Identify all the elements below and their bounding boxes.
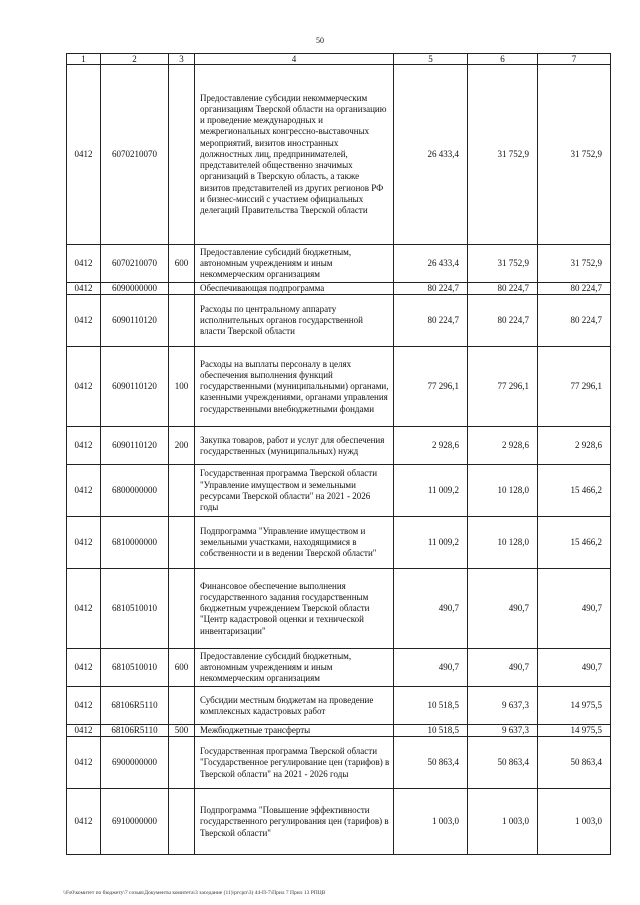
table-row — [67, 737, 611, 789]
section-code-cell: 0412 — [67, 569, 101, 649]
target-code-cell: 6810000000 — [101, 517, 169, 569]
amount-col5-cell: 50 863,4 — [394, 737, 468, 789]
section-code-cell: 0412 — [67, 517, 101, 569]
target-code-cell: 6810510010 — [101, 569, 169, 649]
table-row — [67, 295, 611, 347]
target-code-cell: 6800000000 — [101, 465, 169, 517]
table-row — [67, 65, 611, 245]
amount-col6-cell: 10 128,0 — [468, 517, 538, 569]
item-name-cell: Предоставление субсидии некоммерческим организациям Тверской области на организацию и проведение международных и межрегиональных конгрессно-выставочных мероприятий, визитов иностранных должностных лиц, предпринимателей, представителей общественно значимых организаций в Тверскую область, а также визитов представителей из других регионов РФ и бизнес-миссий с участием официальных делегаций Правительства Тверской области — [195, 65, 394, 245]
section-code-cell: 0412 — [67, 427, 101, 465]
expense-type-cell — [169, 295, 195, 347]
amount-col6-cell: 80 224,7 — [468, 295, 538, 347]
section-code-cell: 0412 — [67, 649, 101, 687]
amount-col7-cell: 490,7 — [538, 649, 611, 687]
item-name-cell: Подпрограмма "Управление имуществом и земельными участками, находящимися в собственности и в ведении Тверской области" — [195, 517, 394, 569]
header-cell: 4 — [195, 54, 394, 65]
amount-col6-cell: 9 637,3 — [468, 687, 538, 725]
item-name-cell: Расходы по центральному аппарату исполнительных органов государственной власти Тверской области — [195, 295, 394, 347]
amount-col6-cell: 490,7 — [468, 569, 538, 649]
amount-col6-cell: 31 752,9 — [468, 245, 538, 283]
table-row — [67, 427, 611, 465]
amount-col5-cell: 10 518,5 — [394, 725, 468, 737]
table-header-row — [67, 54, 611, 65]
table-row — [67, 283, 611, 295]
expense-type-cell — [169, 687, 195, 725]
amount-col7-cell: 31 752,9 — [538, 65, 611, 245]
item-name-cell: Государственная программа Тверской области "Государственное регулирование цен (тарифов) в Тверской области" на 2021 - 2026 годы — [195, 737, 394, 789]
expense-type-cell — [169, 737, 195, 789]
target-code-cell: 6070210070 — [101, 245, 169, 283]
section-code-cell: 0412 — [67, 295, 101, 347]
amount-col5-cell: 2 928,6 — [394, 427, 468, 465]
expense-type-cell: 200 — [169, 427, 195, 465]
amount-col5-cell: 26 433,4 — [394, 245, 468, 283]
target-code-cell: 6810510010 — [101, 649, 169, 687]
table-row — [67, 687, 611, 725]
amount-col6-cell: 9 637,3 — [468, 725, 538, 737]
amount-col6-cell: 490,7 — [468, 649, 538, 687]
amount-col7-cell: 1 003,0 — [538, 789, 611, 855]
header-cell: 1 — [67, 54, 101, 65]
amount-col6-cell: 77 296,1 — [468, 347, 538, 427]
expense-type-cell — [169, 65, 195, 245]
table-row — [67, 789, 611, 855]
amount-col7-cell: 31 752,9 — [538, 245, 611, 283]
header-cell: 2 — [101, 54, 169, 65]
amount-col5-cell: 490,7 — [394, 569, 468, 649]
target-code-cell: 6090110120 — [101, 347, 169, 427]
item-name-cell: Финансовое обеспечение выполнения государственного задания государственным бюджетным учреждением Тверской области "Центр кадастровой оценки и технической инвентаризации" — [195, 569, 394, 649]
amount-col7-cell: 14 975,5 — [538, 725, 611, 737]
expense-type-cell: 100 — [169, 347, 195, 427]
expense-type-cell — [169, 789, 195, 855]
amount-col5-cell: 26 433,4 — [394, 65, 468, 245]
amount-col6-cell: 50 863,4 — [468, 737, 538, 789]
header-cell: 7 — [538, 54, 611, 65]
target-code-cell: 6090110120 — [101, 427, 169, 465]
amount-col7-cell: 2 928,6 — [538, 427, 611, 465]
expense-type-cell — [169, 283, 195, 295]
amount-col6-cell: 2 928,6 — [468, 427, 538, 465]
amount-col7-cell: 50 863,4 — [538, 737, 611, 789]
target-code-cell: 6090000000 — [101, 283, 169, 295]
expense-type-cell: 600 — [169, 245, 195, 283]
amount-col7-cell: 80 224,7 — [538, 295, 611, 347]
target-code-cell: 68106R5110 — [101, 687, 169, 725]
section-code-cell: 0412 — [67, 347, 101, 427]
expense-type-cell — [169, 465, 195, 517]
header-cell: 3 — [169, 54, 195, 65]
header-cell: 5 — [394, 54, 468, 65]
table-row — [67, 649, 611, 687]
page-number: 50 — [316, 36, 324, 45]
expense-type-cell — [169, 517, 195, 569]
section-code-cell: 0412 — [67, 65, 101, 245]
target-code-cell: 6070210070 — [101, 65, 169, 245]
target-code-cell: 6910000000 — [101, 789, 169, 855]
target-code-cell: 6900000000 — [101, 737, 169, 789]
item-name-cell: Закупка товаров, работ и услуг для обеспечения государственных (муниципальных) нужд — [195, 427, 394, 465]
section-code-cell: 0412 — [67, 465, 101, 517]
item-name-cell: Предоставление субсидий бюджетным, автономным учреждениям и иным некоммерческим организациям — [195, 245, 394, 283]
table-row — [67, 569, 611, 649]
section-code-cell: 0412 — [67, 725, 101, 737]
item-name-cell: Межбюджетные трансферты — [195, 725, 394, 737]
expense-type-cell: 600 — [169, 649, 195, 687]
table-row — [67, 465, 611, 517]
amount-col5-cell: 77 296,1 — [394, 347, 468, 427]
amount-col5-cell: 1 003,0 — [394, 789, 468, 855]
amount-col5-cell: 11 009,2 — [394, 517, 468, 569]
amount-col7-cell: 80 224,7 — [538, 283, 611, 295]
table-row — [67, 517, 611, 569]
table-row — [67, 245, 611, 283]
expense-type-cell: 500 — [169, 725, 195, 737]
amount-col5-cell: 80 224,7 — [394, 295, 468, 347]
amount-col5-cell: 80 224,7 — [394, 283, 468, 295]
amount-col7-cell: 77 296,1 — [538, 347, 611, 427]
section-code-cell: 0412 — [67, 687, 101, 725]
amount-col5-cell: 10 518,5 — [394, 687, 468, 725]
amount-col6-cell: 80 224,7 — [468, 283, 538, 295]
item-name-cell: Расходы на выплаты персоналу в целях обеспечения выполнения функций государственными (муниципальными) органами, казенными учреждениями, органами управления государственными внебюджетными фондами — [195, 347, 394, 427]
section-code-cell: 0412 — [67, 737, 101, 789]
target-code-cell: 68106R5110 — [101, 725, 169, 737]
item-name-cell: Предоставление субсидий бюджетным, автономным учреждениям и иным некоммерческим организациям — [195, 649, 394, 687]
amount-col6-cell: 10 128,0 — [468, 465, 538, 517]
amount-col6-cell: 1 003,0 — [468, 789, 538, 855]
item-name-cell: Субсидии местным бюджетам на проведение комплексных кадастровых работ — [195, 687, 394, 725]
item-name-cell: Подпрограмма "Повышение эффективности государственного регулирования цен (тарифов) в Тверской области" — [195, 789, 394, 855]
amount-col7-cell: 14 975,5 — [538, 687, 611, 725]
amount-col5-cell: 11 009,2 — [394, 465, 468, 517]
section-code-cell: 0412 — [67, 789, 101, 855]
amount-col7-cell: 15 466,2 — [538, 465, 611, 517]
amount-col7-cell: 15 466,2 — [538, 517, 611, 569]
section-code-cell: 0412 — [67, 245, 101, 283]
amount-col6-cell: 31 752,9 — [468, 65, 538, 245]
target-code-cell: 6090110120 — [101, 295, 169, 347]
expense-type-cell — [169, 569, 195, 649]
table-body — [67, 54, 611, 855]
table-row — [67, 347, 611, 427]
item-name-cell: Обеспечивающая подпрограмма — [195, 283, 394, 295]
amount-col7-cell: 490,7 — [538, 569, 611, 649]
header-cell: 6 — [468, 54, 538, 65]
budget-table — [66, 53, 611, 855]
file-path-footer: \\Fs0\комитет по бюджету\7 созыв\Документы комитета\3 заседание (11)\ргсрп\3) 44-П-7\Прил 7 Прил 13 РПЦВ — [63, 890, 326, 896]
section-code-cell: 0412 — [67, 283, 101, 295]
amount-col5-cell: 490,7 — [394, 649, 468, 687]
table-row — [67, 725, 611, 737]
item-name-cell: Государственная программа Тверской области "Управление имуществом и земельными ресурсами Тверской области" на 2021 - 2026 годы — [195, 465, 394, 517]
